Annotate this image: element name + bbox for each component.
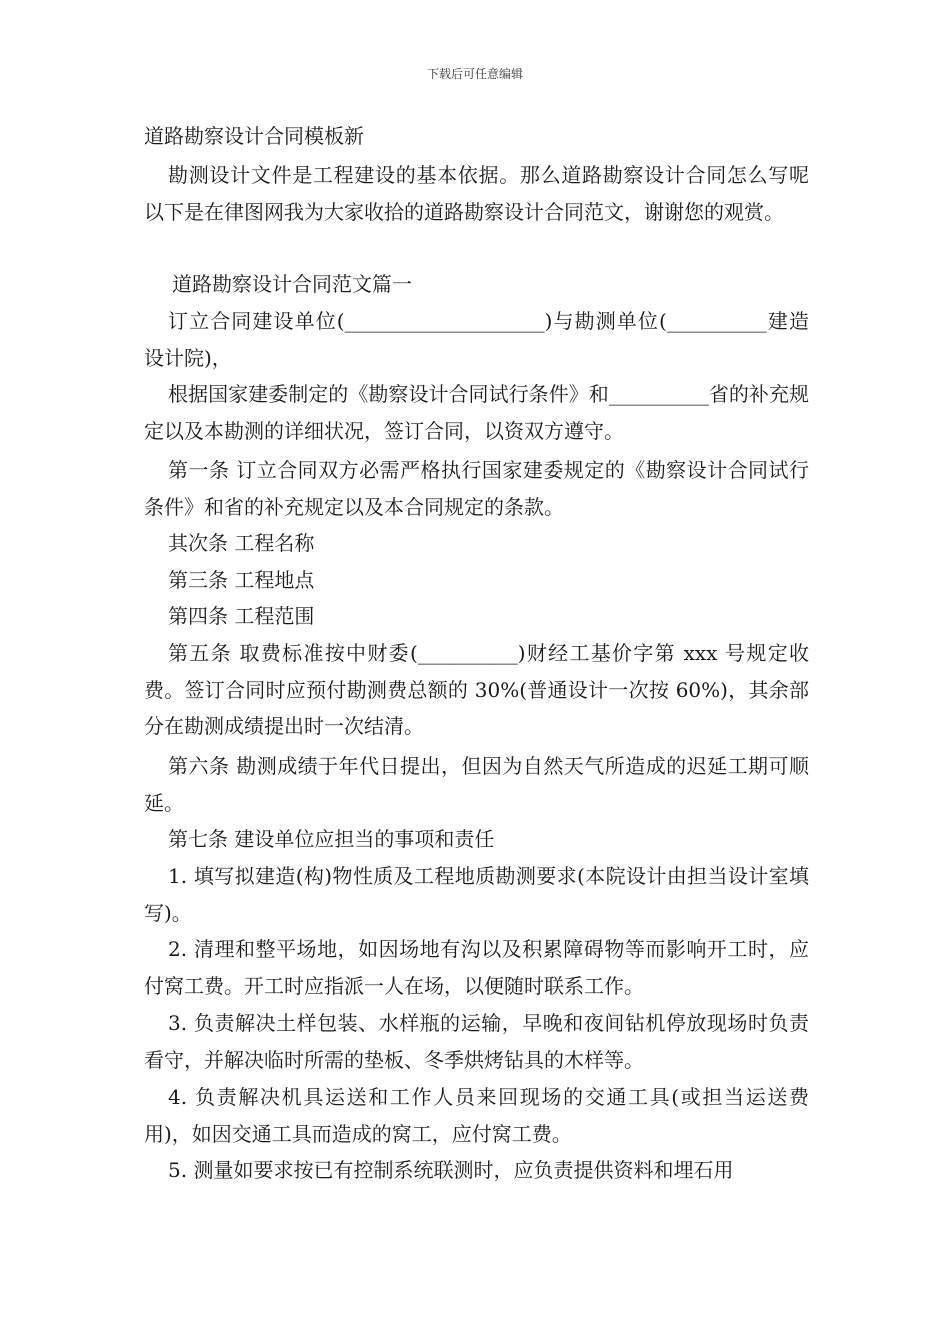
basis-paragraph: 根据国家建委制定的《勘察设计合同试行条件》和__________省的补充规定以及本勘测的详细状况，签订合同，以资双方遵守。	[144, 382, 809, 443]
section-heading: 道路勘察设计合同范文篇一	[172, 272, 412, 296]
list-item-2: 2. 清理和整平场地，如因场地有沟以及积累障碍物等而影响开工时，应付窝工费。开工时应指派一人在场，以便随时联系工作。	[144, 937, 809, 998]
intro-paragraph: 勘测设计文件是工程建设的基本依据。那么道路勘察设计合同怎么写呢 以下是在律图网我为大家收拾的道路勘察设计合同范文，谢谢您的观赏。	[144, 163, 809, 224]
list-item-5: 5. 测量如要求按已有控制系统联测时，应负责提供资料和埋石用	[168, 1158, 734, 1182]
document-title: 道路勘察设计合同模板新	[144, 124, 364, 148]
header-note: 下载后可任意编辑	[426, 67, 523, 81]
article-1: 第一条 订立合同双方必需严格执行国家建委规定的《勘察设计合同试行条件》和省的补充规定以及本合同规定的条款。	[144, 458, 809, 519]
article-4: 第四条 工程范围	[168, 604, 315, 628]
list-item-3: 3. 负责解决土样包装、水样瓶的运输，早晚和夜间钻机停放现场时负责看守，并解决临时所需的垫板、冬季烘烤钻具的木样等。	[144, 1011, 809, 1072]
article-2: 其次条 工程名称	[168, 531, 315, 555]
parties-paragraph: 订立合同建设单位(____________________)与勘测单位(__________建造设计院)，	[144, 309, 809, 370]
list-item-1: 1. 填写拟建造(构)物性质及工程地质勘测要求(本院设计由担当设计室填写)。	[144, 864, 809, 925]
list-item-4: 4. 负责解决机具运送和工作人员来回现场的交通工具(或担当运送费用)，如因交通工具而造成的窝工，应付窝工费。	[144, 1085, 809, 1146]
article-7: 第七条 建设单位应担当的事项和责任	[168, 827, 495, 851]
article-5: 第五条 取费标准按中财委(__________)财经工基价字第 xxx 号规定收费。签订合同时应预付勘测费总额的 30%(普通设计一次按 60%)，其余部分在勘测成绩提出时一次结清。	[144, 641, 809, 738]
article-6: 第六条 勘测成绩于年代日提出，但因为自然天气所造成的迟延工期可顺延。	[144, 754, 809, 815]
article-3: 第三条 工程地点	[168, 568, 315, 592]
